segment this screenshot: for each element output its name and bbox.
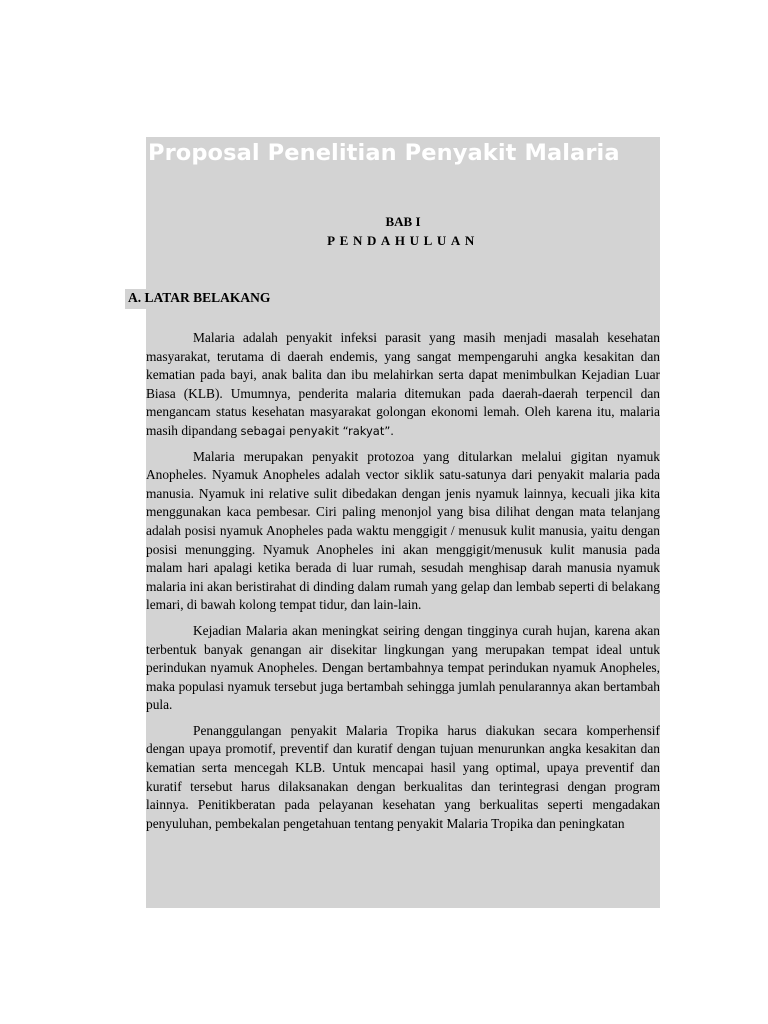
paragraph-tail: sebagai penyakit “rakyat”. (240, 423, 394, 438)
paragraph (146, 329, 660, 441)
paragraph-text: Malaria merupakan penyakit protozoa yang ditularkan melalui gigitan nyamuk Anopheles. Nyamuk Anopheles adalah vector siklik satu-satunya dari penyakit malaria pada manusia. Nyamuk ini relative sulit dibedakan dengan jenis nyamuk lainnya, kecuali jika kita menggunakan kaca pembesar. Ciri paling menonjol yang bisa dilihat dengan mata telanjang adalah posisi nyamuk Anopheles pada waktu menggigit / menusuk kulit manusia, yaitu dengan posisi menungging. Nyamuk Anopheles ini akan menggigit/menusuk kulit manusia pada malam hari apalagi ketika berada di luar rumah, sesudah menghisap darah manusia nyamuk malaria ini akan beristirahat di dinding dalam rumah yang gelap dan lembab seperti di belakang lemari, di bawah kolong tempat tidur, dan lain-lain. (146, 448, 660, 613)
chapter-heading (146, 212, 660, 250)
paragraph (146, 722, 660, 834)
paragraph-text: Malaria adalah penyakit infeksi parasit yang masih menjadi masalah kesehatan masyarakat, terutama di daerah endemis, yang sangat mempengaruhi angka kesakitan dan kematian pada bayi, anak balita dan ibu melahirkan serta dapat menimbulkan Kejadian Luar Biasa (KLB). Umumnya, penderita malaria ditemukan pada daerah-daerah terpencil dan mengancam status kesehatan masyarakat golongan ekonomi lemah. Oleh karena itu, malaria masih dipandang (146, 330, 660, 438)
chapter-number: BAB I (385, 214, 421, 229)
body-text (146, 329, 660, 840)
paragraph-text: Penanggulangan penyakit Malaria Tropika harus diakukan secara komperhensif dengan upaya promotif, preventif dan kuratif dengan tujuan menurunkan angka kesakitan dan kematian serta mencegah KLB. Untuk mencapai hasil yang optimal, upaya preventif dan kuratif tersebut harus dilaksanakan dengan berkualitas dan terintegrasi dengan program lainnya. Penitikberatan pada pelayanan kesehatan yang berkualitas seperti mengadakan penyuluhan, pembekalan pengetahuan tentang penyakit Malaria Tropika dan peningkatan (146, 722, 660, 831)
section-heading: A. LATAR BELAKANG (128, 290, 271, 305)
paragraph-text: Kejadian Malaria akan meningkat seiring dengan tingginya curah hujan, karena akan terbentuk banyak genangan air disekitar lingkungan yang merupakan tempat ideal untuk perindukan nyamuk Anopheles. Dengan bertambahnya tempat perindukan nyamuk Anopheles, maka populasi nyamuk tersebut juga bertambah sehingga jumlah penularannya akan bertambah pula. (146, 622, 660, 713)
chapter-title: PENDAHULUAN (327, 233, 479, 248)
paragraph (146, 448, 660, 615)
paragraph (146, 622, 660, 715)
document-title: Proposal Penelitian Penyakit Malaria (148, 140, 620, 166)
